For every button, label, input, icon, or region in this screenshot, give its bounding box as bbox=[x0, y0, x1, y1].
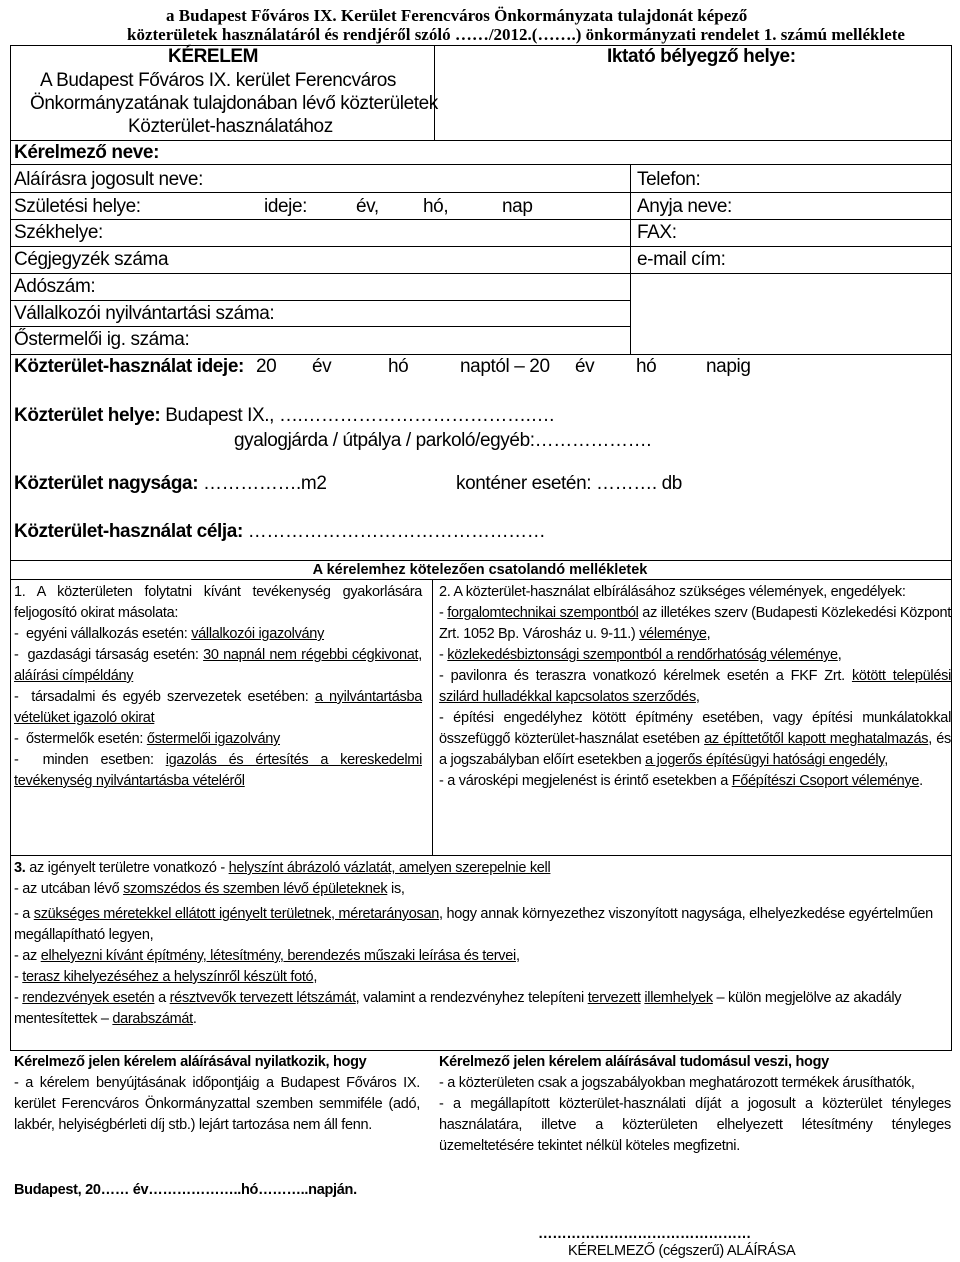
header-line-1: a Budapest Főváros IX. Kerület Ferencváros Önkormányzata tulajdonát képező bbox=[166, 6, 748, 25]
celja-label: Közterület-használat célja: bbox=[14, 521, 243, 542]
line-300 bbox=[10, 300, 630, 301]
ev-label: év, bbox=[356, 196, 379, 217]
attachments-right bbox=[439, 582, 951, 792]
attachments-bottom bbox=[14, 858, 944, 1030]
helye-row bbox=[14, 405, 554, 427]
attach-bottom-2: - az utcában lévő szomszédos és szemben lévő épületeknek is, bbox=[14, 881, 405, 897]
helye-value: Budapest IX., ….……………………………….…. bbox=[165, 405, 554, 426]
ho-label: hó, bbox=[423, 196, 449, 217]
line-326 bbox=[10, 326, 630, 327]
kerelem-title: KÉRELEM bbox=[168, 46, 259, 67]
line-579 bbox=[10, 579, 952, 580]
attach-left-2: - egyéni vállalkozás esetén: vállalkozói igazolvány bbox=[14, 626, 325, 642]
attach-right-3: - közlekedésbiztonsági szempontból a rendőrhatóság véleménye, bbox=[439, 647, 842, 663]
email-label: e-mail cím: bbox=[637, 249, 726, 270]
nagysaga-label: Közterület nagysága: bbox=[14, 473, 199, 494]
ideje-20-a: 20 bbox=[256, 356, 277, 377]
form-border-left bbox=[10, 45, 11, 1050]
attach-bottom-5: - terasz kihelyezéséhez a helyszínről készült fotó, bbox=[14, 969, 318, 985]
telefon-label: Telefon: bbox=[637, 169, 701, 190]
attach-left-4: - társadalmi és egyéb szervezetek esetében: a nyilvántartásba vételüket igazoló okirat bbox=[14, 689, 422, 726]
attach-bottom-4: - az elhelyezni kívánt építmény, létesítmény, berendezés műszaki leírása és tervei, bbox=[14, 948, 520, 964]
fax-label: FAX: bbox=[637, 222, 677, 243]
ideje-ev-2: év bbox=[575, 356, 595, 377]
ideje-napig: napig bbox=[706, 356, 751, 377]
addr-line-2: Önkormányzatának tulajdonában lévő közterületek bbox=[30, 93, 438, 114]
decl-left-title: Kérelmező jelen kérelem aláírásával nyilatkozik, hogy bbox=[14, 1054, 367, 1070]
line-273 bbox=[10, 273, 952, 274]
decl-left-text: - a kérelem benyújtásának időpontjáig a Budapest Főváros IX. kerület Ferencváros Önkormányzattal szemben semmiféle (adó, lakbér, helyiségbérleti díj stb.) lejárt tartozása nem áll fenn. bbox=[14, 1075, 420, 1133]
attach-right-4: - pavilonra és teraszra vonatkozó kérelmek esetén a FKF Zrt. kötött települési szilárd hulladékkal kapcsolatos szerződés, bbox=[439, 668, 951, 705]
line-560 bbox=[10, 560, 952, 561]
line-1050 bbox=[10, 1050, 952, 1051]
ideje-label: ideje: bbox=[264, 196, 308, 217]
attach-left-5: - őstermelők esetén: őstermelői igazolvány bbox=[14, 731, 280, 747]
signature-dots: ……………………………………… bbox=[538, 1226, 752, 1242]
line-140 bbox=[10, 140, 952, 141]
celja-value: ………………………………………… bbox=[247, 521, 546, 542]
line-192 bbox=[10, 192, 952, 193]
decl-right-item-2: - a megállapított közterület-használati díját a jogosult a közterület tényleges használatára, illetve a közterületen elhelyezett létesítmény tényleges üzemeltetésére tekintet nélkül köteles megfizetni. bbox=[439, 1096, 951, 1154]
nagysaga-row bbox=[14, 473, 327, 495]
header-line-2: közterületek használatáról és rendjéről szóló ……/2012.(…….) önkormányzati rendelet 1. számú melléklete bbox=[127, 25, 905, 44]
decl-right-title: Kérelmező jelen kérelem aláírásával tudomásul veszi, hogy bbox=[439, 1054, 829, 1070]
attach-bottom-1: 3. az igényelt területre vonatkozó - helyszínt ábrázoló vázlatát, amelyen szerepelnie kell bbox=[14, 860, 551, 876]
decl-right-list bbox=[439, 1073, 951, 1157]
ideje-naptol: naptól – 20 bbox=[460, 356, 550, 377]
cegjegyzek-label: Cégjegyzék száma bbox=[14, 249, 169, 270]
hasznalat-ideje-label: Közterület-használat ideje: bbox=[14, 356, 244, 377]
attach-right-2: - forgalomtechnikai szempontból az illetékes szerv (Budapesti Közlekedési Központ Zrt. 1052 Bp. Városház u. 9-11.) véleménye, bbox=[439, 605, 951, 642]
addr-line-1: A Budapest Főváros IX. kerület Ferencváros bbox=[40, 70, 396, 91]
attach-divider bbox=[432, 579, 433, 855]
celja-row bbox=[14, 521, 545, 543]
ostermeloi-label: Őstermelői ig. száma: bbox=[14, 329, 190, 350]
form-border-top bbox=[10, 45, 952, 46]
kerelmezo-label: Kérelmező neve: bbox=[14, 142, 160, 163]
attach-right-1: 2. A közterület-használat elbírálásához szükséges vélemények, engedélyek: bbox=[439, 584, 906, 600]
addr-line-3: Közterület-használatához bbox=[128, 116, 333, 137]
kontener-row: konténer esetén: ………. db bbox=[456, 473, 682, 494]
attach-left-6: - minden esetben: igazolás és értesítés a kereskedelmi tevékenység nyilvántartásba vételéről bbox=[14, 752, 422, 789]
signature-label: KÉRELMEZŐ (cégszerű) ALÁÍRÁSA bbox=[568, 1243, 796, 1259]
nap-label: nap bbox=[502, 196, 533, 217]
ideje-ho-1: hó bbox=[388, 356, 409, 377]
ideje-ev-1: év bbox=[312, 356, 332, 377]
helye-label: Közterület helye: bbox=[14, 405, 161, 426]
alairasra-label: Aláírásra jogosult neve: bbox=[14, 169, 203, 190]
anyja-label: Anyja neve: bbox=[637, 196, 732, 217]
szuletesi-label: Születési helye: bbox=[14, 196, 141, 217]
attach-left-1: 1. A közterületen folytatni kívánt tevékenység gyakorlására feljogosító okirat másolata: bbox=[14, 584, 422, 621]
ideje-ho-2: hó bbox=[636, 356, 657, 377]
attach-bottom-6: - rendezvények esetén a résztvevők tervezett létszámát, valamint a rendezvényhez telepíteni tervezett illemhelyek – külön megjelölve az akadály mentesítettek – darabszámát. bbox=[14, 990, 902, 1027]
nagysaga-value: …………….m2 bbox=[203, 473, 327, 494]
attach-left-3: - gazdasági társaság esetén: 30 napnál nem régebbi cégkivonat, aláírási címpéldány bbox=[14, 647, 422, 684]
vallalkozoi-label: Vállalkozói nyilvántartási száma: bbox=[14, 303, 275, 324]
form-border-right bbox=[951, 45, 952, 1050]
szekhely-label: Székhelye: bbox=[14, 222, 103, 243]
decl-right-item-1: - a közterületen csak a jogszabályokban meghatározott termékek árusíthatók, bbox=[439, 1075, 915, 1091]
attachments-left bbox=[14, 582, 422, 792]
line-246 bbox=[10, 246, 952, 247]
adoszam-label: Adószám: bbox=[14, 276, 96, 297]
iktato-label: Iktató bélyegző helye: bbox=[607, 46, 796, 67]
line-354 bbox=[10, 354, 952, 355]
line-219 bbox=[10, 219, 952, 220]
date-line: Budapest, 20…… év………………..hó………..napján. bbox=[14, 1182, 357, 1198]
gyalog-row: gyalogjárda / útpálya / parkoló/egyéb:………………. bbox=[234, 430, 652, 451]
line-164 bbox=[10, 164, 952, 165]
attach-bottom-3: - a szükséges méretekkel ellátott igényelt területnek, méretarányosan, hogy annak környezethez viszonyított nagysága, elhelyezkedése egyértelműen megállapítható legyen, bbox=[14, 906, 933, 943]
attach-right-5: - építési engedélyhez kötött építmény esetében, vagy építési munkálatokkal összefüggő közterület-használat esetében az építtetőtől kapott meghatalmazás, és a jogszabályban előírt esetekben a jogerős építésügyi hatósági engedély, bbox=[439, 710, 951, 768]
attach-right-6: - a városképi megjelenést is érintő esetekben a Főépítészi Csoport véleménye. bbox=[439, 773, 923, 789]
attachments-title: A kérelemhez kötelezően csatolandó mellékletek bbox=[312, 562, 648, 578]
line-855 bbox=[10, 855, 952, 856]
